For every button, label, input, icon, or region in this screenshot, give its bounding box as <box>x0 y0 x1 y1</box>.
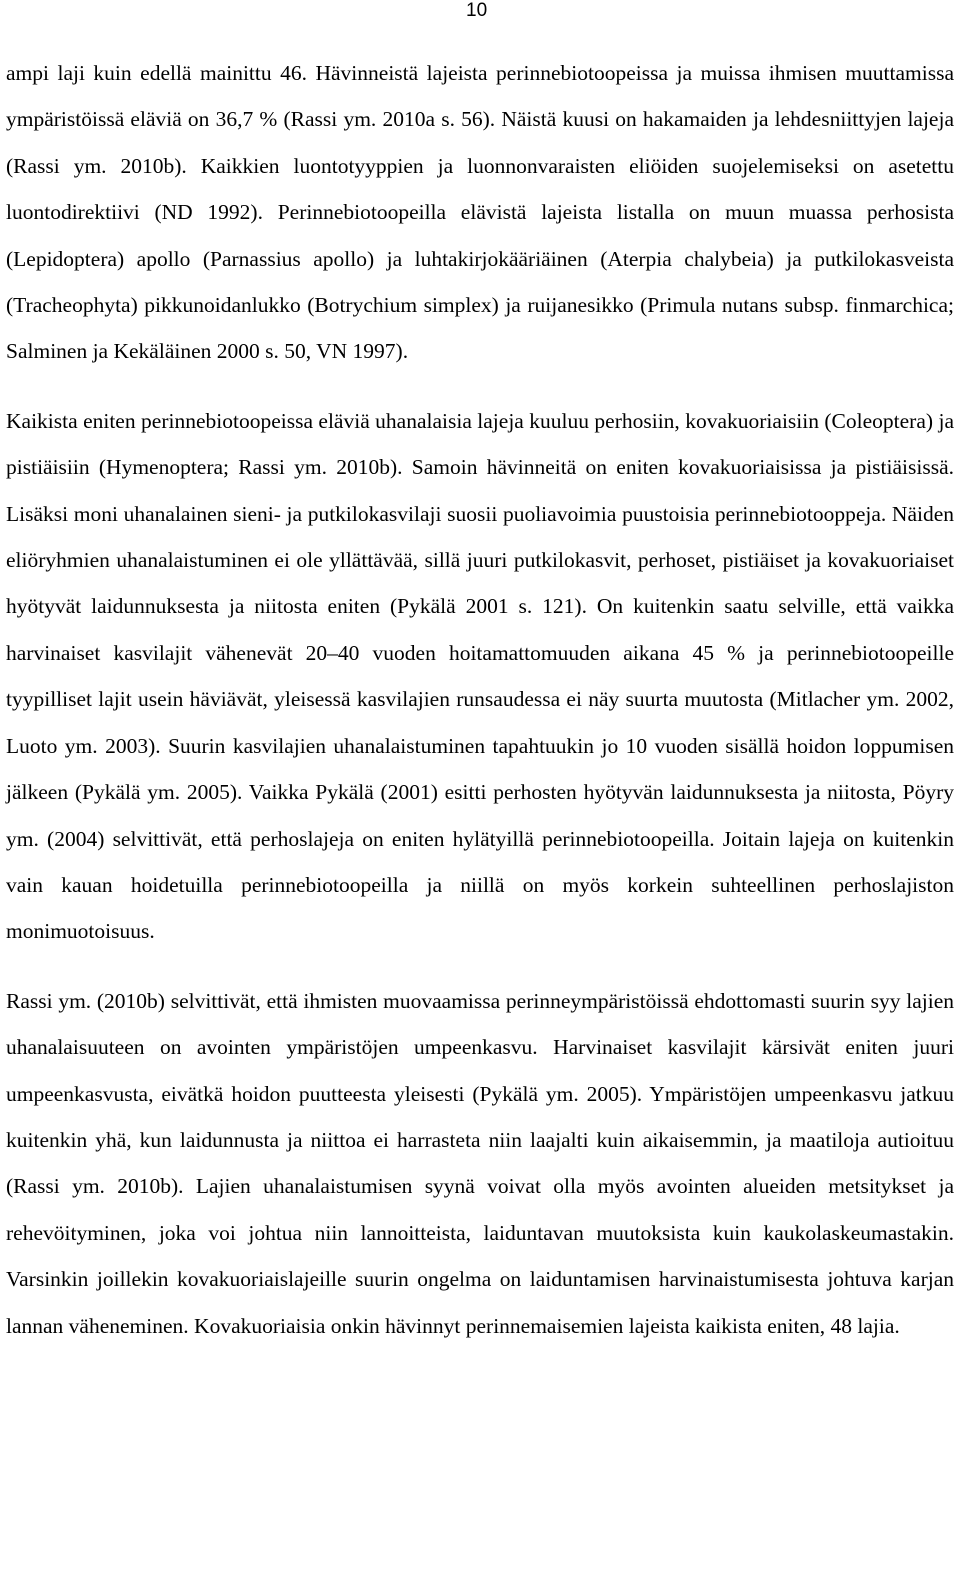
paragraph-3: Rassi ym. (2010b) selvittivät, että ihmisten muovaamissa perinneympäristöissä ehdottomasti suurin syy lajien uhanalaisuuteen on avointen ympäristöjen umpeenkasvu. Harvinaiset kasvilajit kärsivät eniten juuri umpeenkasvusta, eivätkä hoidon puutteesta yleisesti (Pykälä ym. 2005). Ympäristöjen umpeenkasvu jatkuu kuitenkin yhä, kun laidunnusta ja niittoa ei harrasteta niin laajalti kuin aikaisemmin, ja maatiloja autioituu (Rassi ym. 2010b). Lajien uhanalaistumisen syynä voivat olla myös avointen alueiden metsitykset ja rehevöityminen, joka voi johtua niin lannoitteista, laiduntavan muutoksista kuin kaukolaskeumastakin. Varsinkin joillekin kovakuoriaislajeille suurin ongelma on laiduntamisen harvinaistumisesta johtuva karjan lannan väheneminen. Kovakuoriaisia onkin hävinnyt perinnemaisemien lajeista kaikista eniten, 48 lajia. <box>6 988 954 1338</box>
document-body <box>6 50 954 1349</box>
paragraph-2: Kaikista eniten perinnebiotoopeissa eläviä uhanalaisia lajeja kuuluu perhosiin, kovakuoriaisiin (Coleoptera) ja pistiäisiin (Hymenoptera; Rassi ym. 2010b). Samoin hävinneitä on eniten kovakuoriaisissa ja pistiäisissä. Lisäksi moni uhanalainen sieni- ja putkilokasvilaji suosii puoliavoimia puustoisia perinnebiotooppeja. Näiden eliöryhmien uhanalaistuminen ei ole yllättävää, sillä juuri putkilokasvit, perhoset, pistiäiset ja kovakuoriaiset hyötyvät laidunnuksesta ja niitosta eniten (Pykälä 2001 s. 121). On kuitenkin saatu selville, että vaikka harvinaiset kasvilajit vähenevät 20–40 vuoden hoitamattomuuden aikana 45 % ja perinnebiotoopeille tyypilliset lajit usein häviävät, yleisessä kasvilajien runsaudessa ei näy suurta muutosta (Mitlacher ym. 2002, Luoto ym. 2003). Suurin kasvilajien uhanalaistuminen tapahtuukin jo 10 vuoden sisällä hoidon loppumisen jälkeen (Pykälä ym. 2005). Vaikka Pykälä (2001) esitti perhosten hyötyvän laidunnuksesta ja niitosta, Pöyry ym. (2004) selvittivät, että perhoslajeja on eniten hylätyillä perinnebiotoopeilla. Joitain lajeja on kuitenkin vain kauan hoidetuilla perinnebiotoopeilla ja niillä on myös korkein suhteellinen perhoslajiston monimuotoisuus. <box>6 408 954 944</box>
paragraph-1: ampi laji kuin edellä mainittu 46. Hävinneistä lajeista perinnebiotoopeissa ja muissa ihmisen muuttamissa ympäristöissä eläviä on 36,7 % (Rassi ym. 2010a s. 56). Näistä kuusi on hakamaiden ja lehdesniittyjen lajeja (Rassi ym. 2010b). Kaikkien luontotyyppien ja luonnonvaraisten eliöiden suojelemiseksi on asetettu luontodirektiivi (ND 1992). Perinnebiotoopeilla elävistä lajeista listalla on muun muassa perhosista (Lepidoptera) apollo (Parnassius apollo) ja luhtakirjokääriäinen (Aterpia chalybeia) ja putkilokasveista (Tracheophyta) pikkunoidanlukko (Botrychium simplex) ja ruijanesikko (Primula nutans subsp. finmarchica; Salminen ja Kekäläinen 2000 s. 50, VN 1997). <box>6 61 954 364</box>
page-number: 10 <box>466 0 488 21</box>
